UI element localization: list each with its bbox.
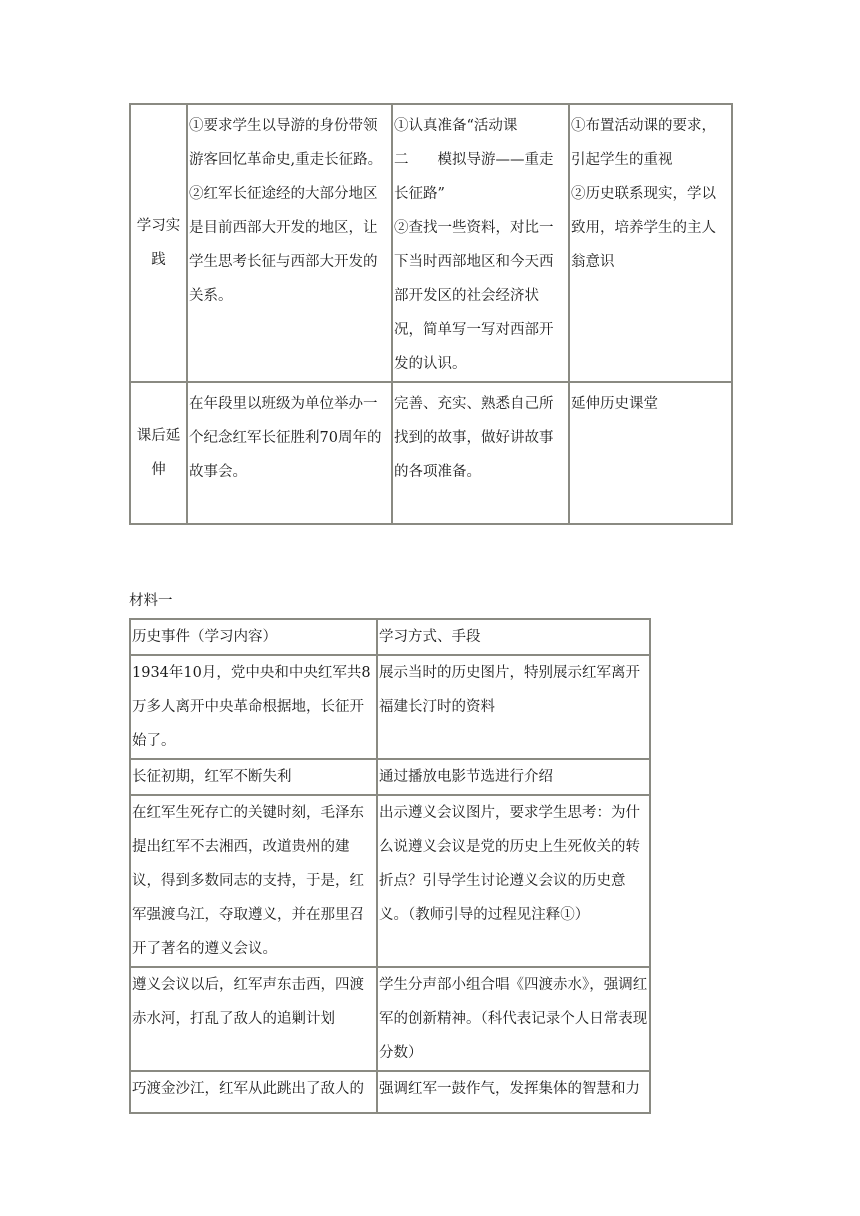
method-cell: 出示遵义会议图片，要求学生思考：为什么说遵义会议是党的历史上生死攸关的转折点？引导学生讨论遵义会议的历史意义。（教师引导的过程见注释①）	[377, 795, 650, 967]
event-cell: 巧渡金沙江，红军从此跳出了敌人的	[130, 1071, 377, 1113]
column-header-method: 学习方式、手段	[377, 619, 650, 655]
plan-row-label: 学习实践	[130, 104, 187, 382]
method-cell: 强调红军一鼓作气，发挥集体的智慧和力	[377, 1071, 650, 1113]
table-row	[130, 759, 650, 795]
material-header-row	[130, 619, 650, 655]
method-cell: 通过播放电影节选进行介绍	[377, 759, 650, 795]
table-row	[130, 967, 650, 1071]
design-purpose-cell	[569, 104, 732, 382]
teacher-activity-cell	[187, 382, 392, 524]
event-cell: 遵义会议以后，红军声东击西，四渡赤水河，打乱了敌人的追剿计划	[130, 967, 377, 1071]
plan-row-practice	[130, 104, 732, 382]
student-activity-item: ①认真准备“活动课	[394, 118, 518, 134]
teacher-activity-item: ①要求学生以导游的身份带领游客回忆革命史,重走长征路。	[189, 118, 383, 168]
design-purpose-item: ①布置活动课的要求，引起学生的重视	[571, 118, 716, 168]
student-activity-item: 完善、充实、熟悉自己所找到的故事，做好讲故事的各项准备。	[394, 396, 554, 480]
material-title: 材料一	[129, 593, 173, 609]
table-row	[130, 655, 650, 759]
column-header-event: 历史事件（学习内容）	[130, 619, 377, 655]
table-row	[130, 795, 650, 967]
teacher-activity-item: 在年段里以班级为单位举办一个纪念红军长征胜利70周年的故事会。	[189, 396, 382, 480]
design-purpose-item: ②历史联系现实，学以致用，培养学生的主人翁意识	[571, 186, 716, 270]
method-cell: 学生分声部小组合唱《四渡赤水》，强调红军的创新精神。（科代表记录个人日常表现分数）	[377, 967, 650, 1071]
event-cell: 1934年10月，党中央和中央红军共8万多人离开中央革命根据地，长征开始了。	[130, 655, 377, 759]
method-cell: 展示当时的历史图片，特别展示红军离开福建长汀时的资料	[377, 655, 650, 759]
student-activity-cell	[392, 382, 569, 524]
event-cell: 在红军生死存亡的关键时刻，毛泽东提出红军不去湘西，改道贵州的建议，得到多数同志的支持，于是，红军强渡乌江，夺取遵义，并在那里召开了著名的遵义会议。	[130, 795, 377, 967]
teacher-activity-cell	[187, 104, 392, 382]
plan-row-label: 课后延伸	[130, 382, 187, 524]
design-purpose-cell	[569, 382, 732, 524]
event-cell: 长征初期，红军不断失利	[130, 759, 377, 795]
teacher-activity-item: ②红军长征途经的大部分地区是目前西部大开发的地区，让学生思考长征与西部大开发的关系。	[189, 186, 378, 304]
student-activity-cell	[392, 104, 569, 382]
plan-row-extension	[130, 382, 732, 524]
lesson-plan-table	[129, 103, 733, 525]
student-activity-item: ②查找一些资料，对比一下当时西部地区和今天西部开发区的社会经济状况，简单写一写对西部开发的认识。	[394, 220, 554, 372]
design-purpose-item: 延伸历史课堂	[571, 396, 658, 412]
table-row	[130, 1071, 650, 1113]
student-activity-item: 二 模拟导游——重走长征路”	[394, 152, 554, 202]
material-table	[129, 618, 651, 1114]
